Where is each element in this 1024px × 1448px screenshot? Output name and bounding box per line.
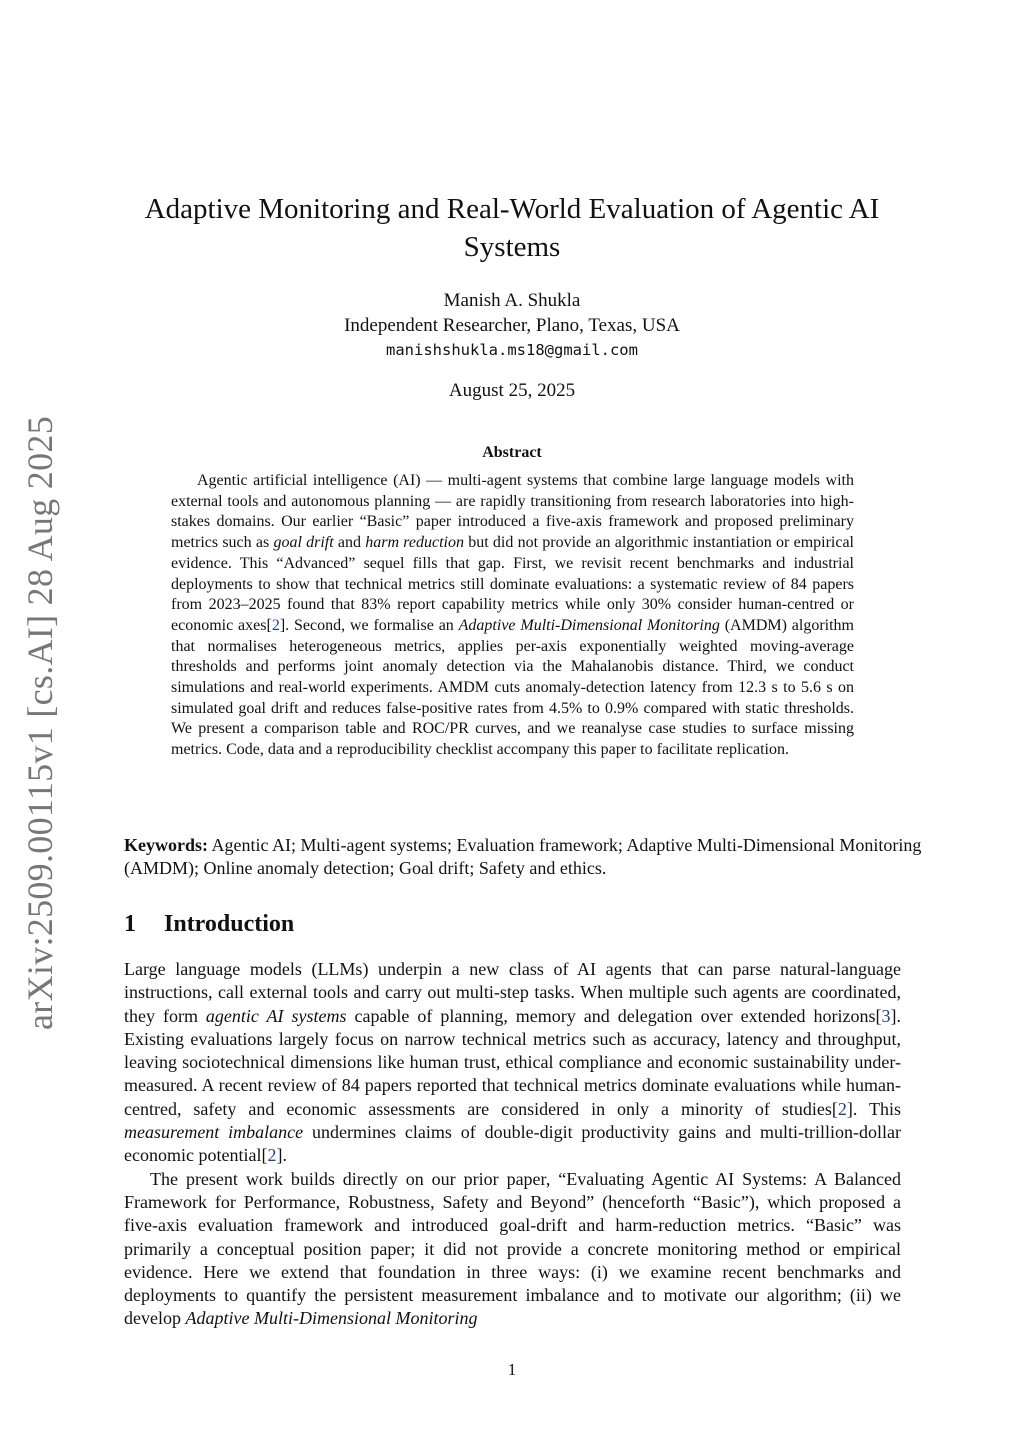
intro-paragraph-1: [124, 958, 901, 1168]
intro-paragraph-2: [124, 1168, 901, 1331]
abstract-emphasis: Adaptive Multi-Dimensional Monitoring: [458, 616, 720, 634]
abstract-segment: and: [333, 534, 366, 552]
citation-link[interactable]: 3: [881, 1005, 891, 1026]
abstract-heading: Abstract: [482, 444, 542, 461]
arxiv-identifier-stamp: arXiv:2509.00115v1 [cs.AI] 28 Aug 2025: [20, 416, 60, 1030]
author-email[interactable]: manishshukla.ms18@gmail.com: [386, 341, 638, 359]
abstract-segment: (AMDM) algorithm that normalises heterogeneous metrics, applies per-axis exponentially weighted moving-average thresholds and performs joint anomaly detection via the Mahalanobis distance. Third, we conduct simulations and real-world experiments. AMDM cuts anomaly-detection latency from 12.3 s to 5.6 s on simulated goal drift and reduces false-positive rates from 4.5% to 0.9% compared with static thresholds. We present a comparison table and ROC/PR curves, and we reanalyse case studies to surface missing metrics. Code, data and a reproducibility checklist accompany this paper to facilitate replication.: [171, 616, 854, 759]
paragraph-segment: ].: [276, 1145, 287, 1166]
section-number: 1: [124, 911, 136, 937]
author-name: Manish A. Shukla: [443, 290, 581, 311]
paragraph-emphasis: Adaptive Multi-Dimensional Monitoring: [185, 1308, 478, 1329]
page-number: 1: [507, 1360, 517, 1379]
paragraph-segment: undermines claims of double-digit productivity gains and multi-trillion-dollar economic potential[: [124, 1122, 901, 1166]
abstract-emphasis: harm reduction: [365, 534, 465, 552]
keywords-text: Agentic AI; Multi-agent systems; Evaluation framework; Adaptive Multi-Dimensional Monitoring (AMDM); Online anomaly detection; Goal drift; Safety and ethics.: [124, 835, 922, 878]
abstract-text: [171, 471, 854, 761]
author-block: [120, 288, 904, 363]
abstract-segment: ]. Second, we formalise an: [279, 616, 459, 634]
keywords-label: Keywords:: [124, 835, 208, 855]
paragraph-segment: ]. This: [846, 1098, 901, 1119]
paragraph-segment: capable of planning, memory and delegation over extended horizons[: [346, 1005, 882, 1026]
citation-link[interactable]: 2: [267, 1145, 277, 1166]
paragraph-segment: Large language models (LLMs) underpin a new class of AI agents that can parse natural-language instructions, call external tools and carry out multi-step tasks. When multiple such agents are coordinated, they form: [124, 959, 901, 1026]
author-affiliation: Independent Researcher, Plano, Texas, USA: [344, 315, 680, 336]
paper-title: Adaptive Monitoring and Real-World Evaluation of Agentic AI Systems: [144, 193, 880, 263]
abstract-emphasis: goal drift: [273, 534, 334, 552]
citation-link[interactable]: 2: [837, 1098, 847, 1119]
section-title: Introduction: [164, 911, 295, 937]
keywords: [124, 834, 924, 880]
paragraph-emphasis: measurement imbalance: [124, 1122, 304, 1143]
paragraph-segment: The present work builds directly on our prior paper, “Evaluating Agentic AI Systems: A Balanced Framework for Performance, Robustness, Safety and Beyond” (henceforth “Basic”), which proposed a five-axis evaluation framework and introduced goal-drift and harm-reduction metrics. “Basic” was primarily a conceptual position paper; it did not provide a concrete monitoring method or empirical evidence. Here we extend that foundation in three ways: (i) we examine recent benchmarks and deployments to quantify the persistent measurement imbalance and to motivate our algorithm; (ii) we develop: [124, 1168, 901, 1329]
paragraph-emphasis: agentic AI systems: [205, 1005, 347, 1026]
paragraph-segment: ]. Existing evaluations largely focus on narrow technical metrics such as accuracy, latency and throughput, leaving sociotechnical dimensions like human trust, ethical compliance and economic sustainability under-measured. A recent review of 84 papers reported that technical metrics dominate evaluations while human-centred, safety and economic assessments are considered in only a minority of studies[: [124, 1005, 902, 1119]
citation-link[interactable]: 2: [271, 616, 280, 634]
section-heading: [124, 908, 294, 940]
abstract-segment: but did not provide an algorithmic instantiation or empirical evidence. This “Advanced” sequel fills that gap. First, we revisit recent benchmarks and industrial deployments to show that technical metrics still dominate evaluations: a systematic review of 84 papers from 2023–2025 found that 83% report capability metrics while only 30% consider human-centred or economic axes[: [171, 534, 855, 634]
introduction-body: [124, 958, 901, 1331]
paper-date: August 25, 2025: [448, 380, 576, 401]
abstract-segment: Agentic artificial intelligence (AI) — multi-agent systems that combine large language models with external tools and autonomous planning — are rapidly transitioning from research laboratories into high-stakes domains. Our earlier “Basic” paper introduced a five-axis framework and proposed preliminary metrics such as: [171, 472, 854, 552]
